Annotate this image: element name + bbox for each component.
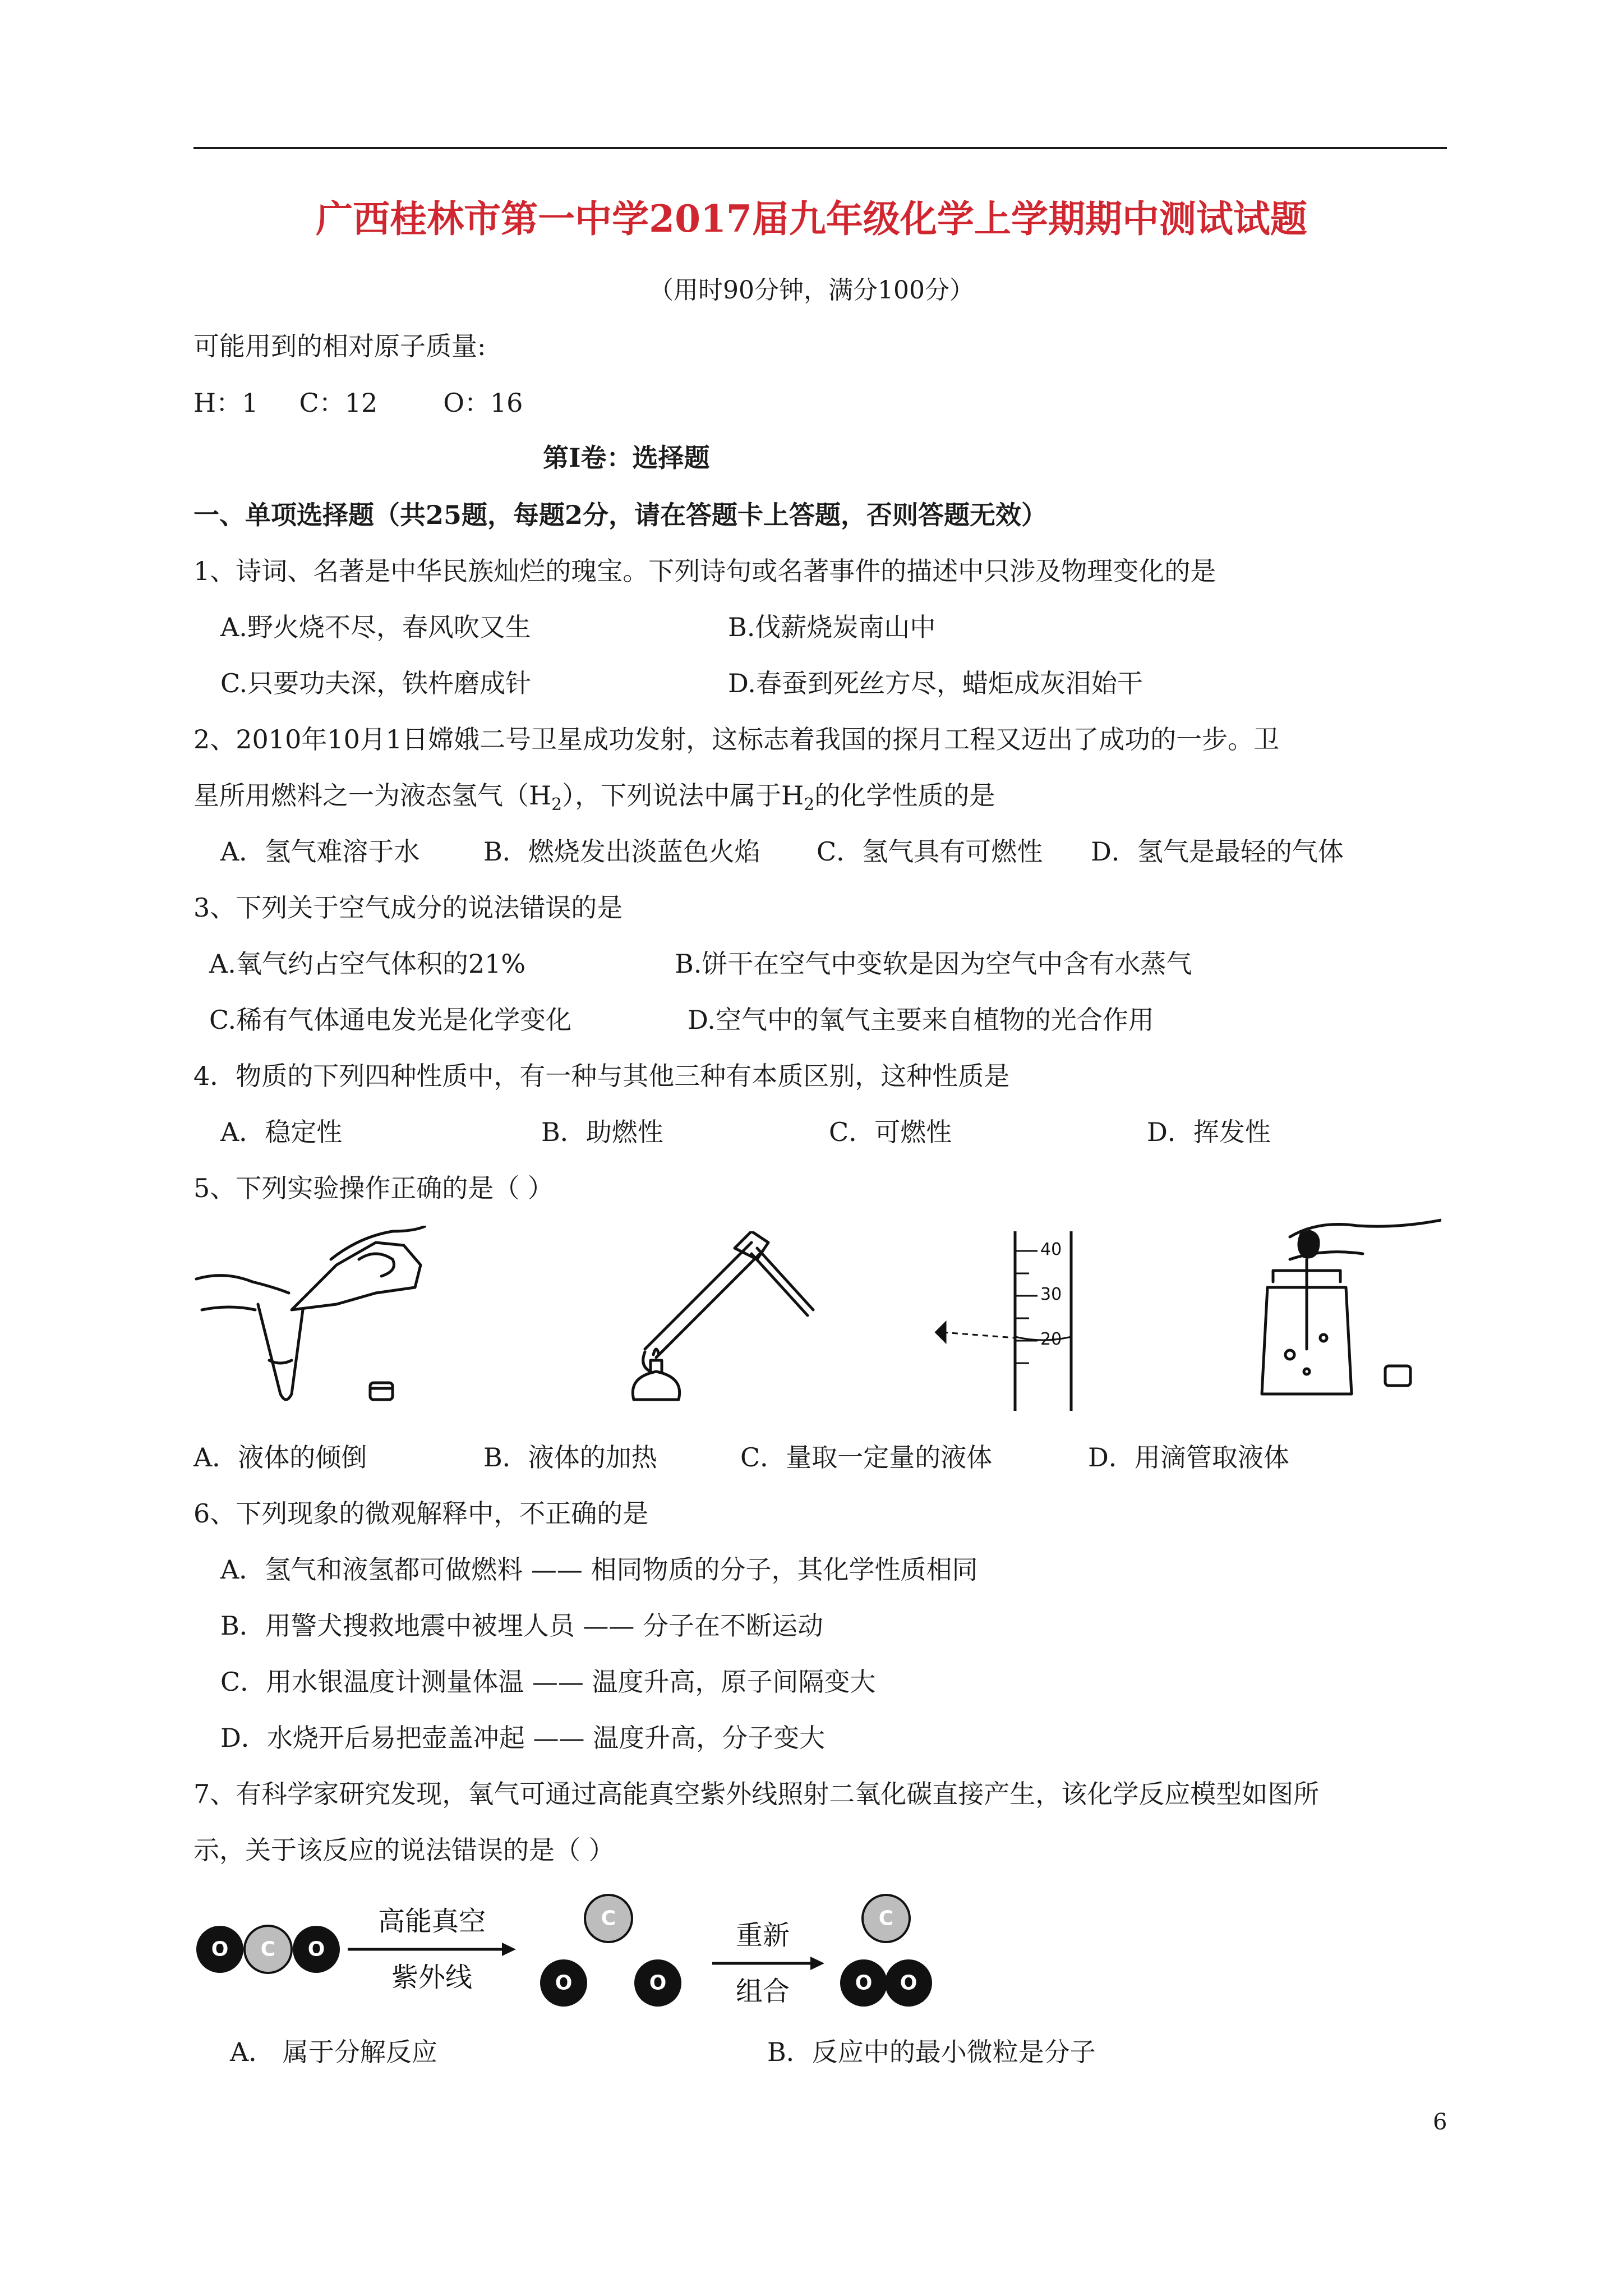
atom-label-o: O xyxy=(307,1938,325,1961)
q2-option-c: C．氢气具有可燃性 xyxy=(817,836,1043,867)
q7-stem-line1: 7、有科学家研究发现，氧气可通过高能真空紫外线照射二氧化碳直接产生，该化学反应模型如图所 xyxy=(193,1779,1320,1809)
arrow-2-label-bottom: 组合 xyxy=(735,1976,790,2007)
atom-label-o: O xyxy=(649,1971,667,1995)
left-hand-outline xyxy=(196,1276,289,1293)
q5-option-c: C．量取一定量的液体 xyxy=(740,1442,993,1473)
q6-stem: 6、下列现象的微观解释中，不正确的是 xyxy=(193,1498,649,1529)
exam-duration-note: （用时90分钟，满分100分） xyxy=(649,276,974,305)
atomic-mass-values: H：1 C：12 O：16 xyxy=(193,388,523,418)
q7-option-b: B．反应中的最小微粒是分子 xyxy=(767,2037,1096,2067)
q5-option-d: D．用滴管取液体 xyxy=(1088,1442,1289,1473)
q1-stem: 1、诗词、名著是中华民族灿烂的瑰宝。下列诗句或名著事件的描述中只涉及物理变化的是 xyxy=(193,556,1216,586)
q4-option-c: C．可燃性 xyxy=(829,1117,952,1147)
arrow-1-label-top: 高能真空 xyxy=(377,1906,486,1937)
q7-option-a: A． 属于分解反应 xyxy=(230,2037,437,2067)
q3-option-c: C.稀有气体通电发光是化学变化 xyxy=(209,1005,572,1035)
atom-label-o: O xyxy=(555,1971,573,1995)
atom-label-c: C xyxy=(878,1907,894,1930)
scale-label-30: 30 xyxy=(1040,1285,1062,1304)
q2-stem-line2: 星所用燃料之一为液态氢气$(H_2)$，下列说法中属于$H_2$的化学性质的是 xyxy=(193,780,995,815)
scale-label-20: 20 xyxy=(1040,1329,1062,1349)
atom-label-o: O xyxy=(211,1938,229,1961)
header-rule xyxy=(193,147,1447,149)
bottle-stopper xyxy=(1385,1366,1410,1386)
eye-icon xyxy=(937,1324,945,1341)
q5-stem: 5、下列实验操作正确的是（ ） xyxy=(193,1173,554,1203)
q2-stem-line1: 2、2010年10月1日嫦娥二号卫星成功发射，这标志着我国的探月工程又迈出了成功的一步。卫 xyxy=(193,724,1280,754)
q6-option-b: B．用警犬搜救地震中被埋人员 —— 分子在不断运动 xyxy=(220,1611,824,1641)
q3-option-d: D.空气中的氧气主要来自植物的光合作用 xyxy=(688,1005,1154,1035)
q6-option-d: D．水烧开后易把壶盖冲起 —— 温度升高，分子变大 xyxy=(220,1723,826,1753)
page-title: 广西桂林市第一中学2017届九年级化学上学期期中测试试题 xyxy=(316,197,1307,241)
arrow-1-label-bottom: 紫外线 xyxy=(391,1962,473,1993)
arrow-1-head xyxy=(502,1943,516,1956)
q3-stem: 3、下列关于空气成分的说法错误的是 xyxy=(193,892,623,923)
section-title: 第Ⅰ卷：选择题 xyxy=(543,443,710,473)
q4-option-b: B．助燃性 xyxy=(541,1117,663,1147)
q7-stem-line2: 示，关于该反应的说法错误的是（ ） xyxy=(193,1835,615,1865)
alcohol-lamp xyxy=(633,1372,679,1400)
q3-option-a: A.氧气约占空气体积的21% xyxy=(209,949,526,979)
flame xyxy=(653,1349,659,1355)
tilted-test-tube xyxy=(645,1243,751,1349)
page-number: 6 xyxy=(1433,2109,1447,2135)
arrow-2-label-top: 重新 xyxy=(735,1920,790,1951)
figure-liquid-heating xyxy=(583,1231,819,1416)
dropper-bulb xyxy=(1299,1231,1318,1257)
q1-option-a: A.野火烧不尽，春风吹又生 xyxy=(220,612,531,642)
q1-option-d: D.春蚕到死丝方尽，蜡炬成灰泪始干 xyxy=(728,668,1143,698)
q6-option-c: C．用水银温度计测量体温 —— 温度升高，原子间隔变大 xyxy=(220,1667,876,1697)
figure-reaction-model xyxy=(191,1885,942,2025)
q3-option-b: B.饼干在空气中变软是因为空气中含有水蒸气 xyxy=(675,949,1192,979)
scale-label-40: 40 xyxy=(1040,1240,1062,1259)
figure-dropper xyxy=(1217,1214,1441,1411)
q4-option-a: A．稳定性 xyxy=(220,1117,343,1147)
atom-label-c: C xyxy=(260,1938,276,1961)
q4-stem: 4．物质的下列四种性质中，有一种与其他三种有本质区别，这种性质是 xyxy=(193,1061,1010,1091)
sight-line xyxy=(942,1332,1015,1338)
q5-option-b: B．液体的加热 xyxy=(483,1442,657,1473)
reagent-bottle xyxy=(292,1243,421,1310)
q2-option-d: D．氢气是最轻的气体 xyxy=(1091,836,1344,867)
q2-option-b: B．燃烧发出淡蓝色火焰 xyxy=(483,836,760,867)
atomic-mass-label: 可能用到的相对原子质量: xyxy=(193,331,486,361)
q1-option-c: C.只要功夫深，铁杵磨成针 xyxy=(220,668,532,698)
q6-option-a: A．氢气和液氢都可做燃料 —— 相同物质的分子，其化学性质相同 xyxy=(220,1554,978,1585)
q2-option-a: A．氢气难溶于水 xyxy=(220,836,420,867)
atom-label-c: C xyxy=(601,1907,616,1930)
q1-option-b: B.伐薪烧炭南山中 xyxy=(728,612,936,642)
atom-label-o: O xyxy=(900,1971,917,1995)
arrow-2-head xyxy=(810,1957,824,1970)
atom-label-o: O xyxy=(855,1971,873,1995)
bottle-stopper xyxy=(370,1383,393,1400)
q4-option-d: D．挥发性 xyxy=(1147,1117,1271,1147)
scale-ticks xyxy=(1015,1251,1038,1363)
test-tube-holder-handle xyxy=(751,1254,808,1315)
section-heading: 一、单项选择题（共25题，每题2分，请在答题卡上答题，否则答题无效） xyxy=(193,500,1048,530)
figure-liquid-pouring xyxy=(191,1226,426,1416)
q5-option-a: A．液体的倾倒 xyxy=(193,1442,367,1473)
test-tube xyxy=(258,1304,303,1400)
figure-graduated-cylinder xyxy=(931,1226,1099,1411)
